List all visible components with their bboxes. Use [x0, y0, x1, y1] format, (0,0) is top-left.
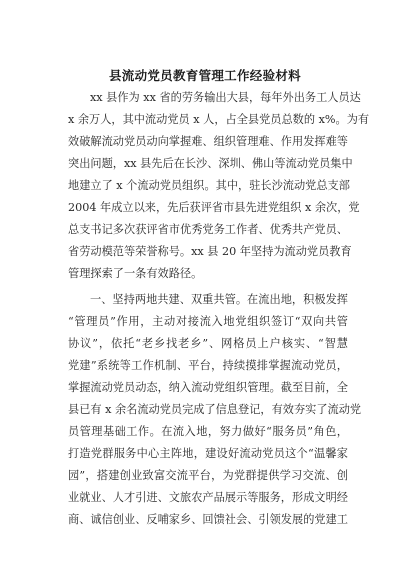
- paragraph-line: 园”，搭建创业致富交流平台，为党群提供学习交流、创: [68, 469, 348, 482]
- paragraph-line: x 余万人，其中流动党员 x 人，占全县党员总数的 x%。为有: [68, 113, 370, 126]
- paragraph-line: 党建”系统等工作机制、平台，持续摸排掌握流动党员，: [68, 359, 348, 372]
- paragraph-line: 总支书记多次获评省市优秀党务工作者、优秀共产党员、: [68, 223, 348, 236]
- document-title: 县流动党员教育管理工作经验材料: [108, 68, 301, 83]
- paragraph-line: xx 县作为 xx 省的劳务输出大县，每年外出务工人员达: [90, 91, 361, 104]
- paragraph-line: 协议”，依托“老乡找老乡”、网格员上户核实、“智慧: [68, 337, 348, 350]
- paragraph-line: 省劳动模范等荣誉称号。xx 县 20 年坚持为流动党员教育: [68, 245, 352, 258]
- paragraph-line: 地建立了 x 个流动党员组织。其中，驻长沙流动党总支部: [68, 179, 350, 192]
- paragraph-line: 效破解流动党员动向掌握难、组织管理难、作用发挥难等: [68, 135, 348, 148]
- paragraph-line: 业就业、人才引进、文旅农产品展示等服务，形成文明经: [68, 491, 348, 504]
- paragraph-line: 管理探索了一条有效路径。: [68, 267, 203, 280]
- paragraph-line: “管理员”作用，主动对接流入地党组织签订“双向共管: [68, 315, 348, 328]
- paragraph-line: 县已有 x 余名流动党员完成了信息登记，有效夯实了流动党: [68, 403, 362, 416]
- section-heading-line: 一、坚持两地共建、双重共管。在流出地，积极发挥: [90, 293, 348, 306]
- paragraph-line: 员管理基础工作。在流入地，努力做好“服务员”角色，: [68, 425, 348, 438]
- paragraph-line: 突出问题，xx 县先后在长沙、深圳、佛山等流动党员集中: [68, 157, 353, 170]
- paragraph-line: 掌握流动党员动态，纳入流动党组织管理。截至目前，全: [68, 381, 348, 394]
- paragraph-line: 2004 年成立以来，先后获评省市县先进党组织 x 余次，党: [68, 201, 360, 214]
- paragraph-line: 打造党群服务中心主阵地，建设好流动党员这个“温馨家: [68, 447, 348, 460]
- paragraph-line: 商、诚信创业、反哺家乡、回馈社会、引领发展的党建工: [68, 513, 348, 526]
